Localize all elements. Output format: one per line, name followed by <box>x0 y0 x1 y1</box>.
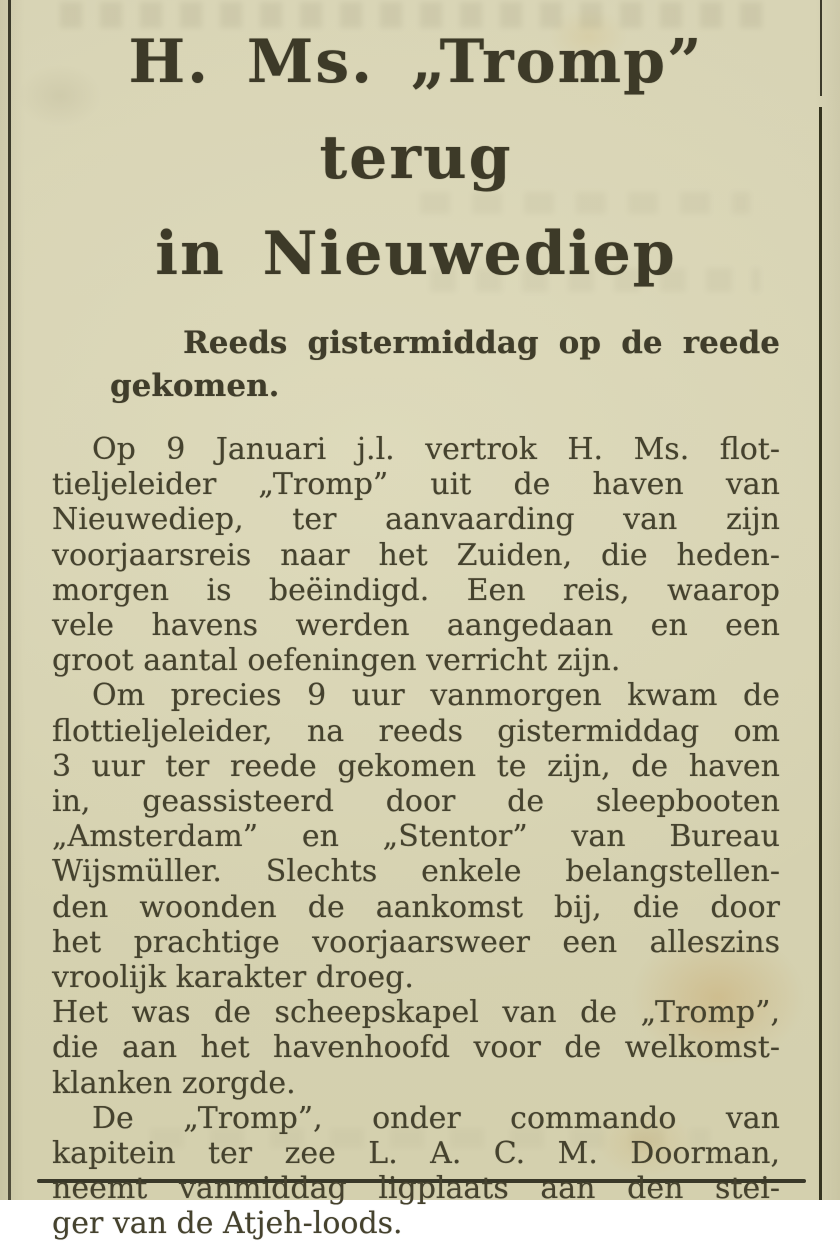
body-line: neemt vanmiddag ligplaats aan den stei- <box>52 1171 780 1207</box>
body-line: De „Tromp”, onder commando van <box>92 1100 780 1136</box>
body-line: groot aantal oefeningen verricht zijn. <box>52 643 621 679</box>
body-line: Op 9 Januari j.l. vertrok H. Ms. flot- <box>92 432 780 467</box>
body-line: tieljeleider „Tromp” uit de haven van <box>52 467 780 503</box>
body-line: die aan het havenhoofd voor de welkomst- <box>52 1030 780 1066</box>
headline-line2: in Nieuwediep <box>155 219 677 289</box>
body-line: voorjaarsreis naar het Zuiden, die heden- <box>52 537 780 573</box>
body-line: Om precies 9 uur vanmorgen kwam de <box>92 678 780 714</box>
body-line: in, geassisteerd door de sleepbooten <box>52 784 780 820</box>
body-line: kapitein ter zee L. A. C. M. Doorman, <box>52 1136 780 1172</box>
headline-line1: H. Ms. „Tromp” terug <box>128 27 704 193</box>
column-rule-right <box>819 107 822 1200</box>
body-line: klanken zorgde. <box>52 1065 296 1101</box>
column-rule-right-upper <box>820 0 822 96</box>
body-line: „Amsterdam” en „Stentor” van Bureau <box>52 819 780 855</box>
subhead-line1: Reeds gistermiddag op de reede <box>183 325 780 361</box>
body-line: Wijsmüller. Slechts enkele belangstellen- <box>52 854 780 890</box>
body-line: vroolijk karakter droeg. <box>52 960 414 996</box>
body-line: het prachtige voorjaarsweer een alleszins <box>52 924 780 960</box>
subhead <box>110 322 780 408</box>
body-line: Het was de scheepskapel van de „Tromp”, <box>52 995 780 1031</box>
article <box>52 14 780 1242</box>
column-rule-left <box>8 0 11 1200</box>
body-line: 3 uur ter reede gekomen te zijn, de haven <box>52 748 780 784</box>
body-line: Nieuwediep, ter aanvaarding van zijn <box>52 502 780 538</box>
body-line: morgen is beëindigd. Een reis, waarop <box>52 572 780 608</box>
subhead-line2: gekomen. <box>110 368 280 404</box>
body-line: vele havens werden aangedaan en een <box>52 608 780 644</box>
body-line: flottieljeleider, na reeds gistermiddag om <box>52 713 780 749</box>
body-line: ger van de Atjeh-loods. <box>52 1206 403 1242</box>
body-line: den woonden de aankomst bij, die door <box>52 889 780 925</box>
article-body <box>52 432 780 1242</box>
headline <box>52 14 780 302</box>
